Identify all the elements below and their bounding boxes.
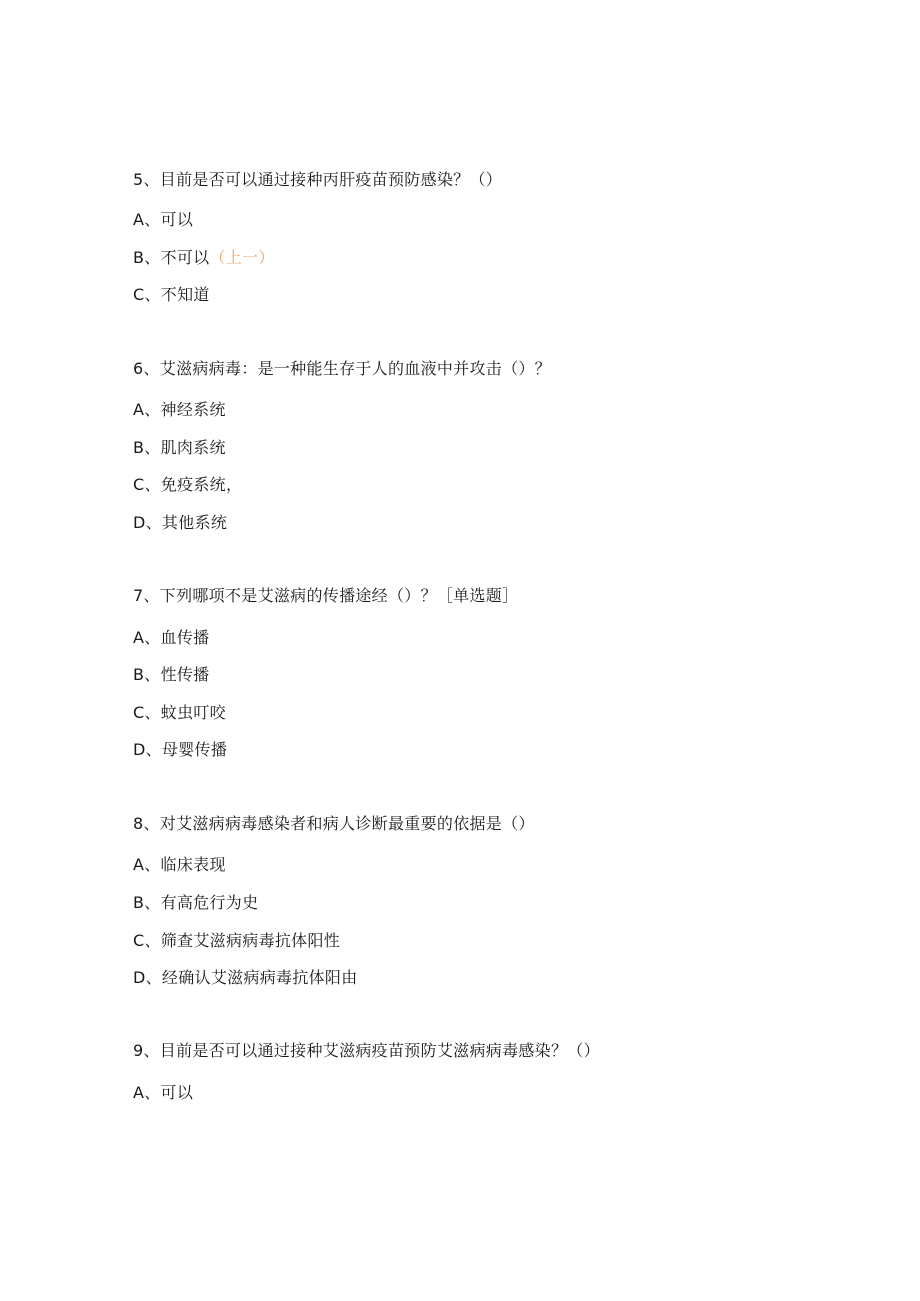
question-7-option-c: C、蚊虫叮咬: [133, 703, 226, 722]
question-8-option-c: C、筛查艾滋病病毒抗体阳性: [133, 931, 341, 950]
question-7-option-a: A、血传播: [133, 628, 210, 647]
question-5-option-a: A、可以: [133, 210, 194, 229]
question-6-option-c: C、免疫系统，: [133, 475, 243, 494]
option-text: B、不可以: [133, 248, 210, 267]
question-5-stem: 5、目前是否可以通过接种丙肝疫苗预防感染？（）: [133, 170, 503, 189]
question-6-option-b: B、肌肉系统: [133, 438, 226, 457]
question-7-option-d: D、母婴传播: [133, 740, 228, 759]
question-7-stem: 7、下列哪项不是艾滋病的传播途经（）？［单选题］: [133, 586, 519, 605]
question-8-option-d: D、经确认艾滋病病毒抗体阳由: [133, 968, 358, 987]
question-6-option-d: D、其他系统: [133, 513, 228, 532]
question-6-stem: 6、艾滋病病毒：是一种能生存于人的血液中并攻击（）？: [133, 359, 551, 378]
question-8-stem: 8、对艾滋病病毒感染者和病人诊断最重要的依据是（）: [133, 814, 535, 833]
question-9-option-a: A、可以: [133, 1083, 194, 1102]
answer-note: （上一）: [209, 248, 275, 267]
question-5-option-c: C、不知道: [133, 285, 210, 304]
question-7-option-b: B、性传播: [133, 665, 210, 684]
question-8-option-a: A、临床表现: [133, 855, 226, 874]
question-8-option-b: B、有高危行为史: [133, 893, 259, 912]
question-5-option-b: [133, 248, 275, 268]
question-9-stem: 9、目前是否可以通过接种艾滋病疫苗预防艾滋病病毒感染？（）: [133, 1041, 600, 1060]
question-6-option-a: A、神经系统: [133, 400, 226, 419]
